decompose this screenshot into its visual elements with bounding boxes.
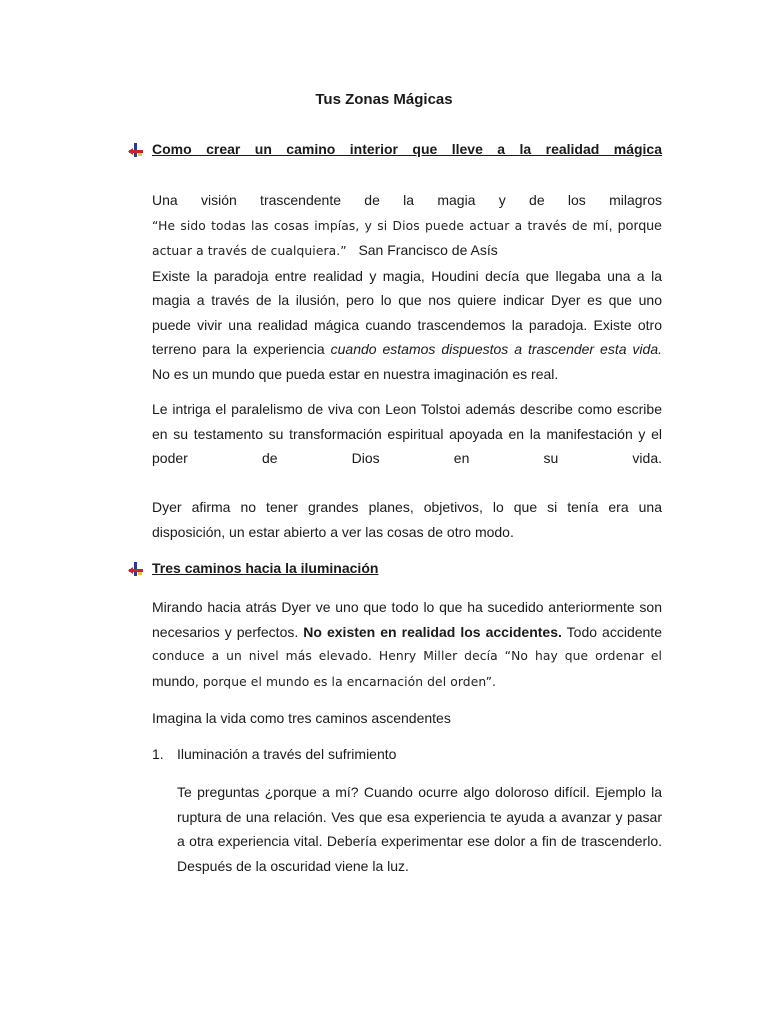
quote-text: actuar a través de cualquiera.” [152,244,347,258]
list-item-label: Iluminación a través del sufrimiento [177,746,397,762]
section-heading-1-text: Como crear un camino interior que lleve a la realidad mágica [152,141,662,157]
bold-phrase: No existen en realidad los accidentes. [303,623,562,640]
section-heading-2-text: Tres caminos hacia la iluminación [152,560,379,576]
paragraph-line: Una visión trascendente de la magia y de los milagros [152,192,662,208]
paragraph-text: Dyer afirma no tener grandes planes, objetivos, lo que si tenía era una disposición, un estar abierto a ver las cosas de otro modo. [152,499,662,540]
paragraph-dyer [152,495,662,544]
paragraph-text-part: Mirando hacia atrás Dyer ve uno que todo lo que ha sucedido anteriormente son necesarios y perfectos. [152,599,662,640]
paragraph-text-part: No es un mundo que pueda estar en nuestra imaginación es real. [152,365,559,382]
list-item-number: 1. [152,746,164,762]
document-title: Tus Zonas Mágicas [315,91,453,108]
paragraph-tolstoi [152,397,662,471]
quote-text-plain: mí, porque [592,216,662,233]
paragraph-text-part: Todo accidente [561,623,662,640]
paragraph-text [152,264,662,387]
paragraph-text: Te preguntas ¿porque a mí? Cuando ocurre algo doloroso difícil. Ejemplo la ruptura de una relación. Ves que esa experiencia te ayuda a avanzar y pasar a otra experiencia vital. Debería experimentar ese dolor a fin de trascenderlo. Después de la oscuridad viene la luz. [177,784,662,874]
arrow-bullet-icon [128,142,144,158]
quote-text: “He sido todas las cosas impías, y si Dios puede actuar a través de [152,218,593,233]
quote-text: , porque el mundo es la encarnación del orden”. [194,674,497,689]
quote-line [152,238,662,264]
quote-text-plain: mundo [152,672,195,689]
paragraph-text-part: Existe la paradoja entre realidad y magia, Houdini decía que llegaba una a la magia a través de la ilusión, pero lo que nos quiere indicar Dyer es que uno puede vivir una realidad mágica cuando trascendemos la paradoja. Existe otro terreno para la experiencia [152,267,662,357]
paragraph-text [152,595,662,644]
quote-author: San Francisco de Asís [358,242,498,258]
paragraph-suffering [177,780,662,878]
paragraph-text: Imagina la vida como tres caminos ascendentes [152,710,451,726]
italic-phrase: cuando estamos dispuestos a trascender esta vida. [330,341,663,357]
paragraph-three-paths [152,706,662,731]
quote-line [152,213,662,239]
paragraph-text: Le intriga el paralelismo de viva con Leon Tolstoi además describe como escribe en su testamento su transformación espiritual apoyada en la manifestación y el poder de Dios en su vida. [152,401,662,466]
paragraph-vision [152,188,662,386]
quote-line [152,669,662,695]
quote-line: conduce a un nivel más elevado. Henry Miller decía “No hay que ordenar el [152,649,662,663]
paragraph-accidents [152,595,662,694]
arrow-bullet-icon [128,561,144,577]
